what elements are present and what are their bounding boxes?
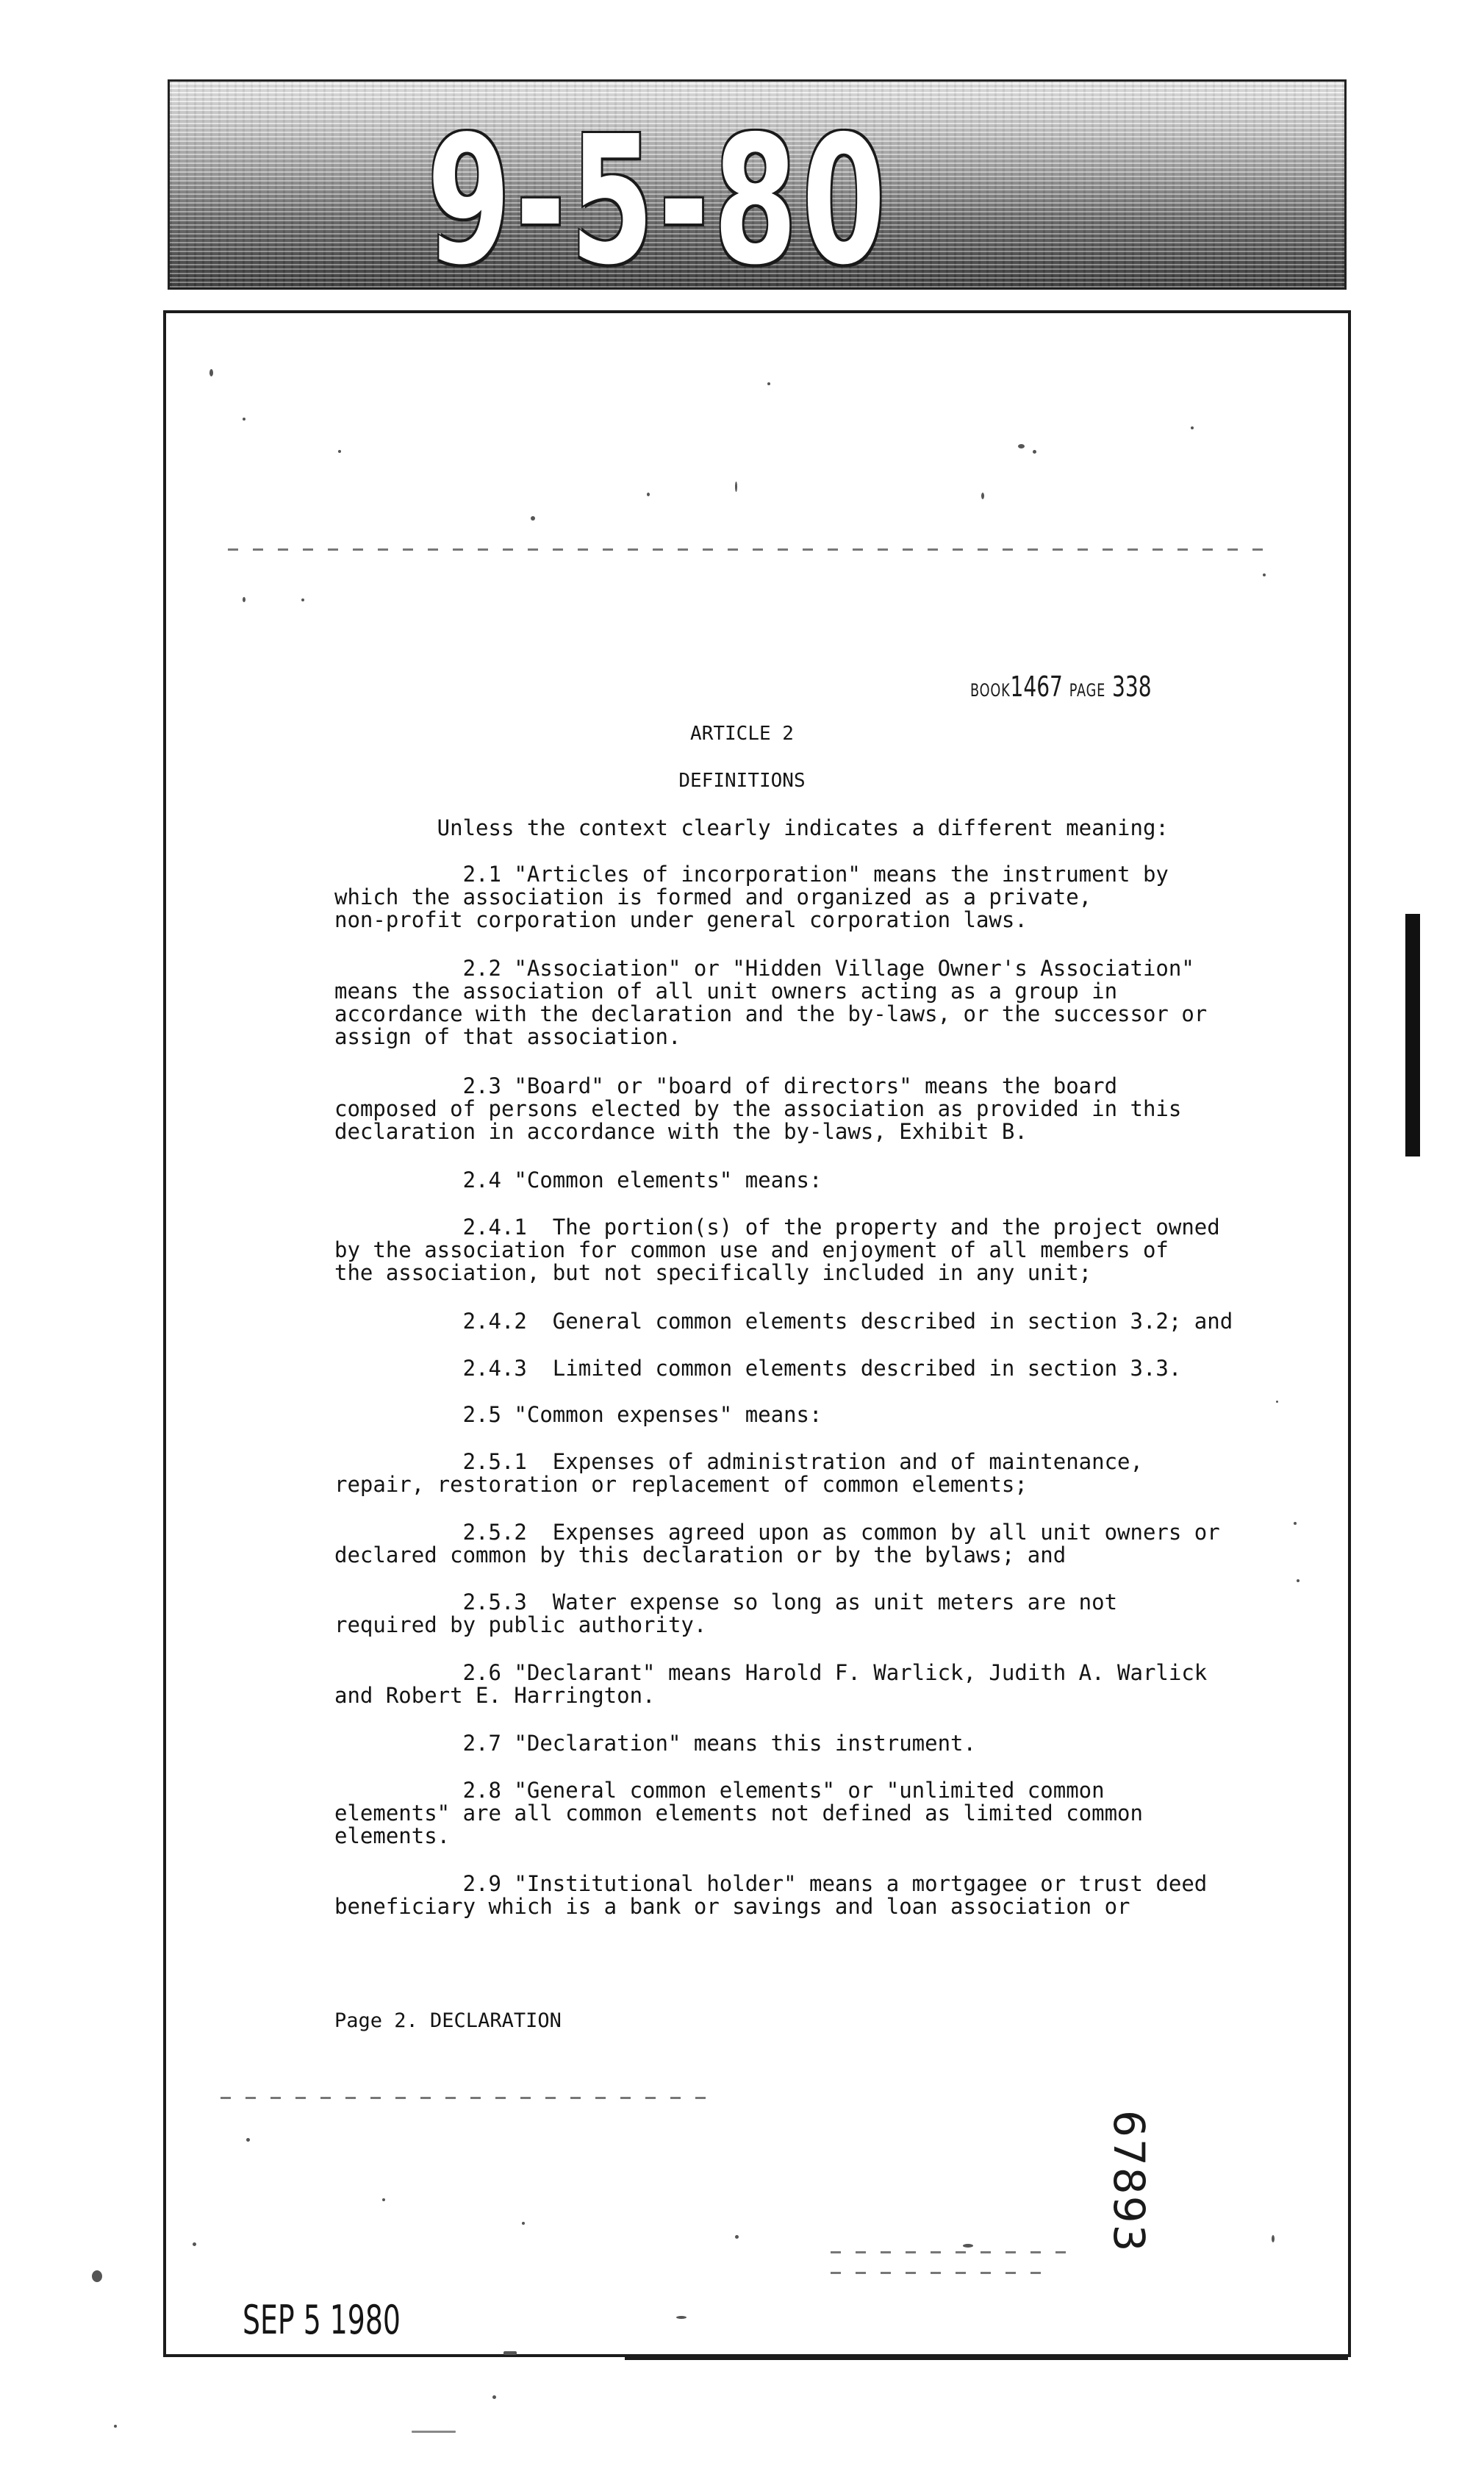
edge-mark [1405, 914, 1420, 1156]
bottom-rule [625, 2357, 1348, 2360]
paragraph-2-5-2: 2.5.2 Expenses agreed upon as common by all unit owners or declared common by this declaration or by the bylaws; and [334, 1520, 1220, 1567]
book-number: 1467 [1010, 671, 1063, 703]
paragraph-2-5: 2.5 "Common expenses" means: [334, 1402, 822, 1427]
page-number: 338 [1112, 671, 1152, 703]
paragraph-2-4-3: 2.4.3 Limited common elements described in section 3.3. [334, 1356, 1182, 1381]
paragraph-2-7: 2.7 "Declaration" means this instrument. [334, 1731, 976, 1756]
paragraph-2-5-1: 2.5.1 Expenses of administration and of maintenance, repair, restoration or replacement of common elements; [334, 1449, 1143, 1497]
banner-date: 9-5-80 [427, 98, 891, 290]
received-date-stamp: SEP 5 1980 [243, 2297, 401, 2343]
article-title: DEFINITIONS [678, 770, 806, 792]
page-footer: Page 2. DECLARATION [334, 2009, 562, 2032]
paragraph-2-4: 2.4 "Common elements" means: [334, 1168, 822, 1193]
book-page-stamp [970, 671, 1152, 703]
paragraph-2-2: 2.2 "Association" or "Hidden Village Owner's Association" means the association of all unit owners acting as a group in accordance with the declaration and the by-laws, or the successor or assign of that association. [334, 956, 1208, 1049]
paragraph-2-4-1: 2.4.1 The portion(s) of the property and the project owned by the association for common use and enjoyment of all members of the association, but not specifically included in any unit; [334, 1215, 1220, 1285]
book-label: BOOK [970, 680, 1011, 701]
paragraph-intro: Unless the context clearly indicates a different meaning: [334, 815, 1169, 840]
document-frame [163, 310, 1351, 2357]
paragraph-2-6: 2.6 "Declarant" means Harold F. Warlick, Judith A. Warlick and Robert E. Harrington. [334, 1660, 1208, 1708]
paragraph-2-4-2: 2.4.2 General common elements described in section 3.2; and [334, 1309, 1233, 1334]
page-label: PAGE [1069, 680, 1106, 701]
paragraph-2-9: 2.9 "Institutional holder" means a mortgagee or trust deed beneficiary which is a bank or savings and loan association or [334, 1871, 1208, 1919]
paragraph-2-5-3: 2.5.3 Water expense so long as unit meters are not required by public authority. [334, 1590, 1118, 1637]
paragraph-2-8: 2.8 "General common elements" or "unlimited common elements" are all common elements not defined as limited common elements. [334, 1778, 1143, 1848]
date-banner [168, 79, 1347, 290]
recording-number: 67893 [1104, 2110, 1154, 2253]
paragraph-2-3: 2.3 "Board" or "board of directors" means the board composed of persons elected by the association as provided in this declaration in accordance with the by-laws, Exhibit B. [334, 1073, 1182, 1144]
paragraph-2-1: 2.1 "Articles of incorporation" means the instrument by which the association is formed and organized as a private, non-profit corporation under general corporation laws. [334, 862, 1169, 932]
article-number: ARTICLE 2 [690, 723, 794, 745]
